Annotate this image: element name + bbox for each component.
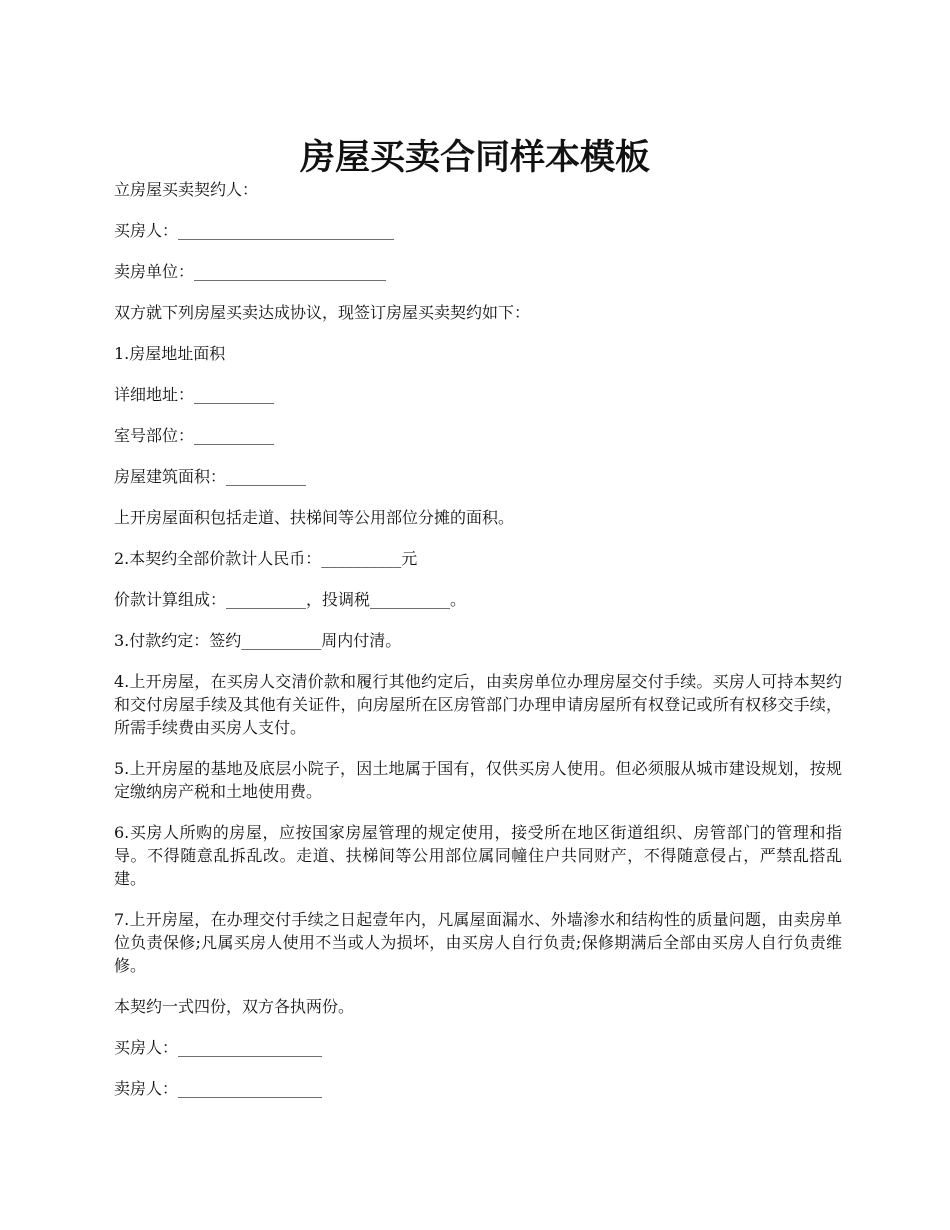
room-location-line: 室号部位：__________ (114, 426, 275, 445)
seller-signature-line: 卖房人：__________________ (114, 1079, 323, 1098)
clause-4: 4.上开房屋，在买房人交清价款和履行其他约定后，由卖房单位办理房屋交付手续。买房人可持本契约和交付房屋手续及其他有关证件，向房屋所在区房管部门办理申请房屋所有权登记或所有权移交手续，所需手续费由买房人支付。 (114, 672, 842, 737)
clause-5: 5.上开房屋的基地及底层小院子，因土地属于国有，仅供买房人使用。但必须服从城市建设规划，按规定缴纳房产税和土地使用费。 (114, 759, 842, 801)
buyer-line: 买房人：___________________________ (114, 221, 395, 240)
clause-7: 7.上开房屋，在办理交付手续之日起壹年内，凡属屋面漏水、外墙渗水和结构性的质量问题，由卖房单位负责保修;凡属买房人使用不当或人为损坏，由买房人自行负责;保修期满后全部由买房人自行负责维修。 (114, 910, 842, 975)
building-area-line: 房屋建筑面积：__________ (114, 467, 307, 486)
detailed-address-line: 详细地址：__________ (114, 385, 275, 404)
agreement-intro: 双方就下列房屋买卖达成协议，现签订房屋买卖契约如下： (114, 303, 531, 322)
document-title: 房屋买卖合同样本模板 (299, 137, 650, 179)
price-composition-line: 价款计算组成：__________，投调税__________。 (114, 590, 467, 609)
document-body (114, 178, 842, 1118)
clause-3-payment: 3.付款约定：签约__________周内付清。 (114, 631, 402, 650)
buyer-signature-line: 买房人：__________________ (114, 1038, 323, 1057)
clause-1-heading: 1.房屋地址面积 (114, 344, 226, 363)
seller-unit-line: 卖房单位：________________________ (114, 262, 387, 281)
clause-6: 6.买房人所购的房屋，应按国家房屋管理的规定使用，接受所在地区街道组织、房管部门的管理和指导。不得随意乱拆乱改。走道、扶梯间等公用部位属同幢住户共同财产，不得随意侵占，严禁乱搭乱建。 (114, 823, 842, 888)
copies-note: 本契约一式四份，双方各执两份。 (114, 997, 355, 1016)
area-note: 上开房屋面积包括走道、扶梯间等公用部位分摊的面积。 (114, 508, 515, 527)
clause-2-price: 2.本契约全部价款计人民币：__________元 (114, 549, 418, 568)
parties-heading: 立房屋买卖契约人： (114, 180, 259, 199)
